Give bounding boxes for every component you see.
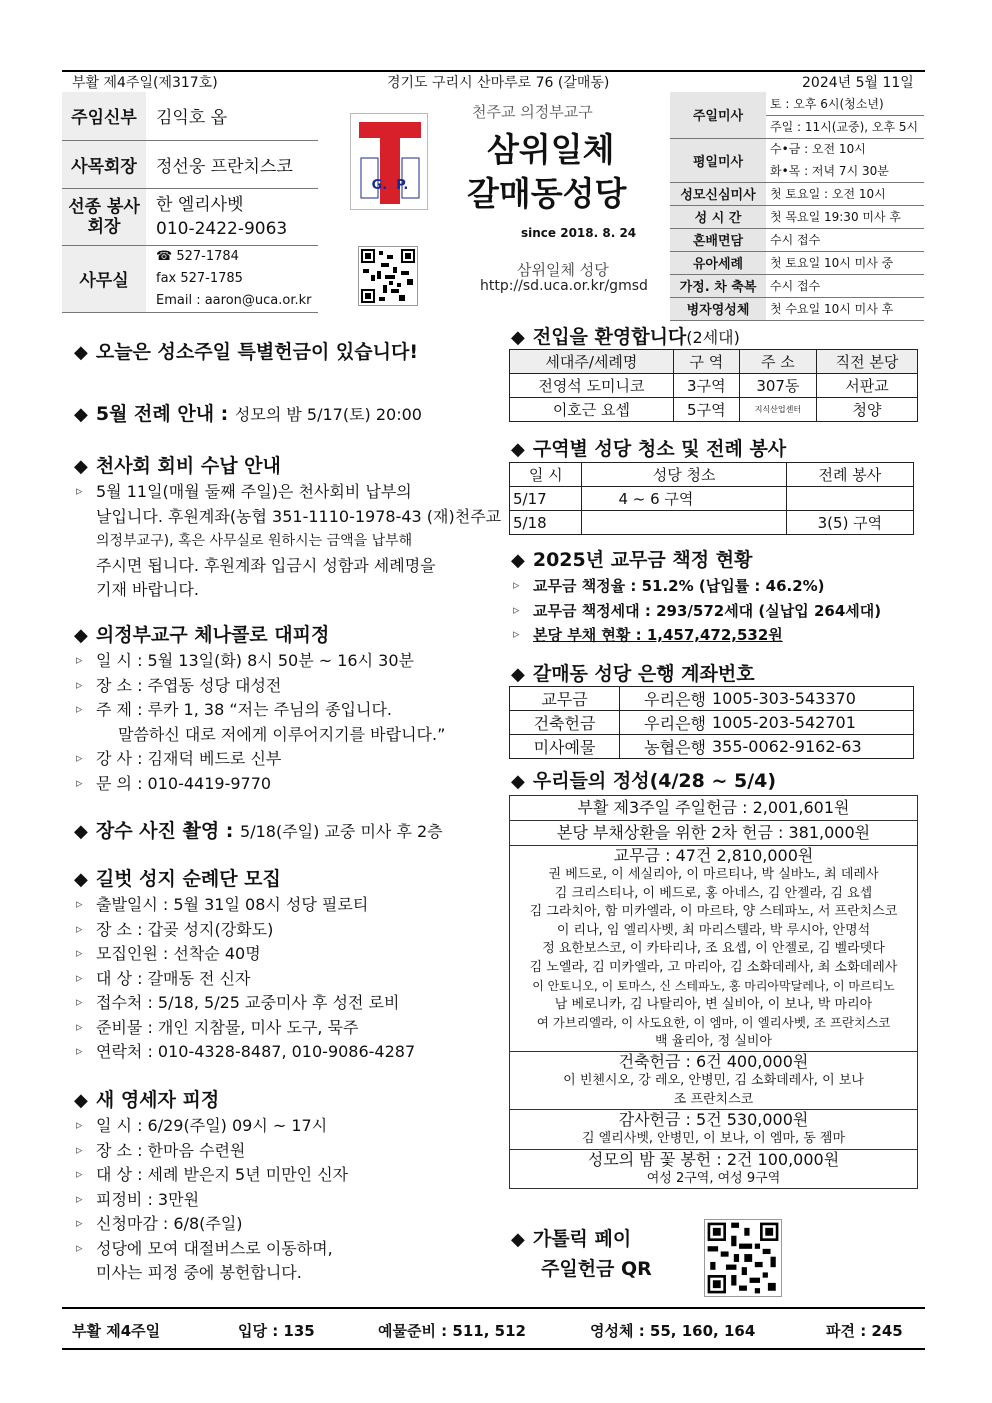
collection-row: 교무금 : 47건 2,810,000원 권 베드로, 이 세실리아, 이 마르티나, 박 실바노, 최 데레사 김 크리스티나, 이 베드로, 홍 아네스, 김 안젤라, 김 요셉 김 그라치아, 함 미카엘라, 이 마르타, 양 스테파노, 서 프란치스코 이 리나, 임 엘리사벳, 최 마리스텔라, 박 루시아, 안명석 정 요한보스코, 이 카타리나, 조 요셉, 이 안젤로, 김 벨라뎃다 김 노엘라, 김 미카엘라, 고 마리아, 김 소화데레사, 최 소화데레사 이 안토니오, 이 토마스, 신 스테파노, 홍 마리아막달레나, 이 마르티노 남 베로니카, 김 나탈리아, 변 실비아, 이 보나, 박 마리아 여 가브리엘라, 이 사도요한, 이 엠마, 이 엘리사벳, 조 프란치스코 백 율리아, 정 실비아 <box>510 846 917 1052</box>
list-item: ▹ 대 상 : 세례 받은지 5년 미만인 신자 <box>74 1163 348 1188</box>
infant-baptism-label: 유아세례 <box>670 251 766 274</box>
diamond-icon: ◆ <box>74 342 88 363</box>
angel-list <box>74 480 501 603</box>
diamond-icon: ◆ <box>74 1090 88 1111</box>
diamond-icon: ◆ <box>511 1229 525 1250</box>
list-item: ▹ 피정비 : 3만원 <box>74 1188 348 1213</box>
office-email: Email : aaron@uca.or.kr <box>156 292 312 308</box>
table-row: 건축헌금 우리은행 1005-203-542701 <box>510 711 914 735</box>
payment-qr[interactable] <box>704 1219 782 1297</box>
collection-row: 감사헌금 : 5건 530,000원 김 엘리사벳, 안병민, 이 보나, 이 엠마, 동 젬마 <box>510 1110 917 1150</box>
pilgrim-list <box>74 893 415 1065</box>
website-qr[interactable] <box>358 246 418 306</box>
diocese-name: 천주교 의정부교구 <box>472 103 593 121</box>
liturgy-heading: ◆ 5월 전례 안내 : 성모의 밤 5/17(토) 20:00 <box>74 403 422 425</box>
list-item: ▹ 출발일시 : 5월 31일 08시 성당 필로티 <box>74 893 415 918</box>
list-item: ▹ 모집인원 : 선착순 40명 <box>74 942 415 967</box>
list-item: ▹ 준비물 : 개인 지참물, 미사 도구, 묵주 <box>74 1016 415 1041</box>
list-item: 주시면 됩니다. 후원계좌 입금시 성함과 세례명을 <box>96 555 436 575</box>
angel-heading: ◆ 천사회 회비 수납 안내 <box>74 455 281 477</box>
diamond-icon: ◆ <box>74 821 88 842</box>
list-item: ▹ 일 시 : 6/29(주일) 09시 ~ 17시 <box>74 1114 348 1139</box>
collection-row: 본당 부채상환을 위한 2차 헌금 : 381,000원 <box>510 821 917 846</box>
marian-mass-label: 성모신심미사 <box>670 182 766 205</box>
table-row: 5/17 4 ~ 6 구역 <box>510 487 914 511</box>
holy-hour-value: 첫 목요일 19:30 미사 후 <box>766 205 924 228</box>
list-item: ▹ 접수처 : 5/18, 5/25 교중미사 후 성전 로비 <box>74 991 415 1016</box>
pay-heading: ◆ 가톨릭 페이 <box>511 1228 632 1250</box>
list-item: ▹ 신청마감 : 6/8(주일) <box>74 1212 348 1237</box>
collection-heading: ◆ 우리들의 정성(4/28 ~ 5/4) <box>511 770 777 792</box>
table-row: 교무금 우리은행 1005-303-543370 <box>510 687 914 711</box>
list-item: 날입니다. 후원계좌(농협 351-1110-1978-43 (재)천주교 <box>96 506 502 526</box>
list-item: ▹ 성당에 모여 대절버스로 이동하며, <box>74 1237 348 1262</box>
weekday-mass-label: 평일미사 <box>670 138 766 182</box>
weekday-mass-tt: 화•목 : 저녁 7시 30분 <box>766 160 924 182</box>
blessing-value: 수시 접수 <box>766 274 924 297</box>
footer-rule-bottom <box>62 1348 925 1350</box>
footer-communion: 영성체 : 55, 160, 164 <box>590 1322 756 1340</box>
marian-mass-value: 첫 토요일 : 오전 10시 <box>766 182 924 205</box>
pay-subheading: 주일헌금 QR <box>541 1258 652 1280</box>
office-fax: fax 527-1785 <box>156 270 243 286</box>
parish-logo <box>350 113 428 210</box>
pilgrim-heading: ◆ 길벗 성지 순례단 모집 <box>74 868 281 890</box>
welcome-heading: ◆ 전입을 환영합니다(2세대) <box>511 326 740 348</box>
since-date: since 2018. 8. 24 <box>521 226 637 240</box>
list-item: ▹ 강 사 : 김재덕 베드로 신부 <box>74 747 445 772</box>
header-address: 경기도 구리시 산마루로 76 (갈매동) <box>387 75 610 91</box>
list-item: ▹ 장 소 : 주엽동 성당 대성전 <box>74 674 445 699</box>
list-item: 의정부교구), 혹은 사무실로 원하시는 금액을 납부해 <box>96 533 413 549</box>
diamond-icon: ◆ <box>511 771 525 792</box>
holy-hour-label: 성 시 간 <box>670 205 766 228</box>
diamond-icon: ◆ <box>511 327 525 348</box>
bank-table <box>509 686 914 759</box>
collection-box <box>509 795 918 1189</box>
tithe-list <box>511 574 881 648</box>
diamond-icon: ◆ <box>511 550 525 571</box>
mass-schedule-table <box>670 92 924 321</box>
list-item: 기재 바랍니다. <box>96 580 199 599</box>
list-item: ▹ 장 소 : 갑곶 성지(강화도) <box>74 918 415 943</box>
weekday-mass-wf: 수•금 : 오전 10시 <box>770 142 866 157</box>
blessing-label: 가정. 차 축복 <box>670 274 766 297</box>
header-rule <box>62 70 925 72</box>
photo-text: 5/18(주일) 교중 미사 후 2층 <box>240 822 443 841</box>
list-item: 미사는 피정 중에 봉헌합니다. <box>96 1263 302 1282</box>
list-item: ▹ 문 의 : 010-4419-9770 <box>74 772 445 797</box>
footer-week: 부활 제4주일 <box>72 1322 161 1340</box>
funeral-label: 선종 봉사회장 <box>62 188 146 245</box>
welcome-header: 세대주/세례명 <box>510 350 674 374</box>
sunday-mass-label: 주일미사 <box>670 92 766 138</box>
footer-offertory: 예물준비 : 511, 512 <box>378 1322 526 1340</box>
sick-communion-label: 병자영성체 <box>670 297 766 320</box>
staff-table <box>62 92 318 313</box>
footer-dismissal: 파견 : 245 <box>826 1322 903 1340</box>
sunday-mass-sun: 주일 : 11시(교중), 오후 5시 <box>766 115 924 138</box>
marriage-value: 수시 접수 <box>766 228 924 251</box>
welcome-header: 구 역 <box>673 350 739 374</box>
collection-row: 건축헌금 : 6건 400,000원 이 빈첸시오, 강 레오, 안병민, 김 소화데레사, 이 보나 조 프란치스코 <box>510 1052 917 1110</box>
infant-baptism-value: 첫 토요일 10시 미사 중 <box>766 251 924 274</box>
cleaning-table: 일 시 성당 청소 전례 봉사 5/17 4 ~ 6 구역 5/18 3(5) 구역 <box>509 462 914 535</box>
site-url[interactable]: http://sd.uca.or.kr/gmsd <box>480 278 648 294</box>
office-label: 사무실 <box>62 245 146 312</box>
pastor-label: 주임신부 <box>62 92 146 140</box>
list-item: ▹ 연락처 : 010-4328-8487, 010-9086-4287 <box>74 1040 415 1065</box>
list-item: ▹ 교무금 책정율 : 51.2% (납입률 : 46.2%) <box>511 574 881 599</box>
table-row: 미사예물 농협은행 355-0062-9162-63 <box>510 735 914 759</box>
sick-communion-value: 첫 수요일 10시 미사 후 <box>766 297 924 320</box>
header-date: 2024년 5월 11일 <box>802 75 914 91</box>
list-item: ▹ 주 제 : 루카 1, 38 “저는 주님의 종입니다. <box>74 698 445 723</box>
retreat-heading: ◆ 의정부교구 체나콜로 대피정 <box>74 624 330 646</box>
list-item: ▹ 장 소 : 한마음 수련원 <box>74 1139 348 1164</box>
collection-row: 부활 제3주일 주일헌금 : 2,001,601원 <box>510 796 917 821</box>
diamond-icon: ◆ <box>74 404 88 425</box>
neophyte-list <box>74 1114 348 1286</box>
table-row: 전영석 도미니코 3구역 307동 서판교 <box>510 374 918 398</box>
header-issue: 부활 제4주일(제317호) <box>72 75 218 91</box>
neophyte-heading: ◆ 새 영세자 피정 <box>74 1089 220 1111</box>
photo-heading: ◆ 장수 사진 촬영 : 5/18(주일) 교중 미사 후 2층 <box>74 820 443 842</box>
liturgy-text: 성모의 밤 5/17(토) 20:00 <box>234 405 422 424</box>
council-label: 사목회장 <box>62 140 146 188</box>
pastor-name: 김익호 옵 <box>146 92 318 140</box>
welcome-header: 직전 본당 <box>817 350 918 374</box>
diamond-icon: ◆ <box>74 869 88 890</box>
diamond-icon: ◆ <box>74 625 88 646</box>
table-row: 이호근 요셉 5구역 지식산업센터 청양 <box>510 398 918 422</box>
table-row: 5/18 3(5) 구역 <box>510 511 914 535</box>
list-item: ▹ 대 상 : 갈매동 전 신자 <box>74 967 415 992</box>
bank-heading: ◆ 갈매동 성당 은행 계좌번호 <box>511 663 755 685</box>
site-name: 삼위일체 성당 <box>517 261 609 279</box>
footer-entrance: 입당 : 135 <box>238 1322 315 1340</box>
list-item: ▹ 본당 부채 현황 : 1,457,472,532원 <box>511 623 881 648</box>
sunday-mass-sat: 토 : 오후 6시(청소년) <box>766 92 924 115</box>
welcome-header: 주 소 <box>739 350 816 374</box>
list-item: 말씀하신 대로 저에게 이루어지기를 바랍니다.” <box>118 724 446 744</box>
notice-heading: ◆ 오늘은 성소주일 특별헌금이 있습니다! <box>74 341 419 363</box>
footer-rule-top <box>62 1307 925 1309</box>
collection-row: 성모의 밤 꽃 봉헌 : 2건 100,000원 여성 2구역, 여성 9구역 <box>587 1149 840 1186</box>
cleaning-heading: ◆ 구역별 성당 청소 및 전례 봉사 <box>511 438 787 460</box>
welcome-table <box>509 349 918 422</box>
list-item: ▹ 일 시 : 5월 13일(화) 8시 50분 ~ 16시 30분 <box>74 649 445 674</box>
tithe-heading: ◆ 2025년 교무금 책정 현황 <box>511 549 753 571</box>
diamond-icon: ◆ <box>511 664 525 685</box>
list-item: ▹ 교무금 책정세대 : 293/572세대 (실납입 264세대) <box>511 599 881 624</box>
welcome-count: (2세대) <box>686 328 740 347</box>
list-item: ▹ 5월 11일(매월 둘째 주일)은 천사회비 납부의 <box>74 480 501 505</box>
marriage-label: 혼배면담 <box>670 228 766 251</box>
retreat-list <box>74 649 445 796</box>
diamond-icon: ◆ <box>74 456 88 477</box>
parish-name-1: 삼위일체 <box>487 130 615 169</box>
office-phone: ☎ 527-1784 <box>156 248 239 264</box>
funeral-phone: 010-2422-9063 <box>156 218 288 239</box>
council-name: 정선웅 프란치스코 <box>146 140 318 188</box>
funeral-name: 한 엘리사벳 <box>156 194 244 215</box>
logo-letters: G. P. <box>371 178 409 193</box>
parish-name-2: 갈매동성당 <box>467 174 627 213</box>
diamond-icon: ◆ <box>511 439 525 460</box>
